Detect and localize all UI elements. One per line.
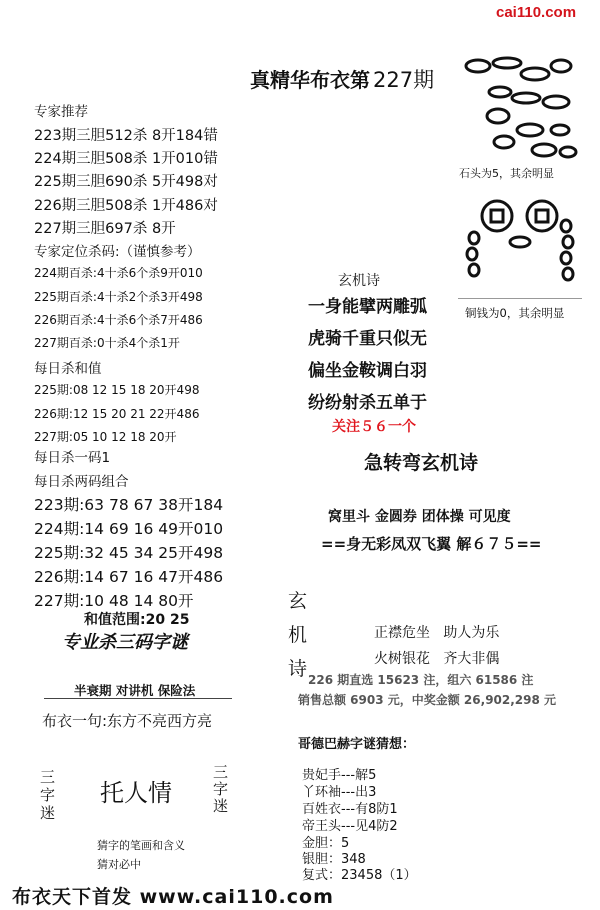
expert-line: 223期三胆512杀 8开184错 bbox=[34, 128, 218, 144]
sales-line: 226 期直选 15623 注，组六 61586 注 bbox=[308, 673, 534, 687]
riddle-right-label: 三字迷 bbox=[213, 763, 229, 815]
expert-line: 226期三胆508杀 1开486对 bbox=[34, 198, 218, 214]
poem2-line: 窝里斗 金圆券 团体操 可见度 bbox=[328, 509, 511, 525]
twocombo-line: 224期:14 69 16 49开010 bbox=[34, 520, 224, 538]
twocombo-line: 227期:10 48 14 80开 bbox=[34, 592, 194, 610]
position-line: 227期百杀:0十杀4个杀1开 bbox=[34, 336, 180, 350]
coin-caption: 铜钱为0，其余明显 bbox=[465, 306, 565, 320]
divider bbox=[44, 698, 232, 699]
twocombo-line: 226期:14 67 16 47开486 bbox=[34, 568, 224, 586]
page-title-text: 真精华布衣第 bbox=[250, 68, 370, 92]
position-line: 225期百杀:4十杀2个杀3开498 bbox=[34, 290, 203, 304]
goedel-line: 银胆：348 bbox=[302, 852, 366, 867]
position-line: 226期百杀:4十杀6个杀7开486 bbox=[34, 313, 203, 327]
sumvalue-line: 227期:05 10 12 18 20开 bbox=[34, 430, 177, 444]
sumvalue-line: 226期:12 15 20 21 22开486 bbox=[34, 407, 200, 421]
goedel-line: 金胆：5 bbox=[302, 836, 350, 851]
kill-one-code: 每日杀一码1 bbox=[34, 450, 111, 466]
xuanji-char: 玄 bbox=[288, 590, 308, 612]
poem2-heading: 急转弯玄机诗 bbox=[364, 452, 479, 474]
poem-focus: 关注５６一个 bbox=[332, 419, 416, 435]
xuanji-line: 正襟危坐 助人为乐 bbox=[374, 625, 500, 641]
xuanji-line: 火树银花 齐大非偶 bbox=[374, 651, 500, 667]
stone-caption: 石头为5，其余明显 bbox=[459, 167, 554, 180]
sumvalue-line: 225期:08 12 15 18 20开498 bbox=[34, 383, 200, 397]
goedel-line: 复式：23458（1） bbox=[302, 868, 417, 883]
riddle-left-label: 三字迷 bbox=[40, 768, 56, 822]
expert-line: 225期三胆690杀 5开498对 bbox=[34, 174, 218, 190]
poem-line: 虎骑千重只似无 bbox=[308, 329, 427, 349]
goedel-heading: 哥德巴赫字谜猜想： bbox=[298, 737, 416, 752]
sum-range: 和值范围:20 25 bbox=[84, 612, 190, 628]
sumvalue-heading: 每日杀和值 bbox=[34, 361, 102, 377]
half-cover-text: 半衰期 对讲机 保险法 bbox=[74, 683, 196, 698]
stone-figure bbox=[460, 52, 580, 164]
riddle-hint: 猜对必中 bbox=[97, 858, 141, 871]
footer-link[interactable]: 布衣天下首发 www.cai110.com bbox=[12, 886, 334, 908]
riddle-main: 托人情 bbox=[100, 779, 172, 807]
experts-heading: 专家推荐 bbox=[34, 104, 88, 120]
poem-line: 偏坐金鞍调白羽 bbox=[308, 361, 427, 381]
poem2-line: ==身无彩凤双飞翼 解６７５== bbox=[321, 535, 542, 553]
expert-line: 224期三胆508杀 1开010错 bbox=[34, 151, 218, 167]
twocombo-heading: 每日杀两码组合 bbox=[34, 474, 129, 490]
goedel-line: 百姓衣---有8防1 bbox=[302, 802, 398, 817]
goedel-line: 丫环袖---出3 bbox=[302, 785, 377, 800]
divider bbox=[458, 298, 582, 299]
issue-number: 227期 bbox=[373, 68, 435, 92]
position-heading: 专家定位杀码:（谨慎参考） bbox=[34, 244, 201, 260]
poem-heading: 玄机诗 bbox=[338, 273, 380, 289]
riddle-hint: 猜字的笔画和含义 bbox=[97, 839, 185, 852]
expert-line: 227期三胆697杀 8开 bbox=[34, 221, 176, 237]
goedel-line: 帝王头---见4防2 bbox=[302, 819, 398, 834]
poem-line: 纷纷射杀五单于 bbox=[308, 393, 427, 413]
page-title bbox=[250, 64, 434, 94]
coin-figure bbox=[462, 196, 582, 286]
riddle-heading: 专业杀三码字谜 bbox=[62, 632, 188, 653]
xuanji-char: 机 bbox=[288, 624, 308, 646]
poem-line: 一身能擘两雕弧 bbox=[308, 297, 427, 317]
goedel-line: 贵妃手---解5 bbox=[302, 768, 377, 783]
brand-logo: cai110.com bbox=[496, 4, 577, 21]
one-sentence: 布衣一句:东方不亮西方亮 bbox=[42, 712, 213, 730]
xuanji-char: 诗 bbox=[288, 658, 308, 680]
twocombo-line: 225期:32 45 34 25开498 bbox=[34, 544, 224, 562]
sales-line: 销售总额 6903 元，中奖金额 26,902,298 元 bbox=[298, 693, 557, 707]
twocombo-line: 223期:63 78 67 38开184 bbox=[34, 496, 224, 514]
position-line: 224期百杀:4十杀6个杀9开010 bbox=[34, 266, 203, 280]
